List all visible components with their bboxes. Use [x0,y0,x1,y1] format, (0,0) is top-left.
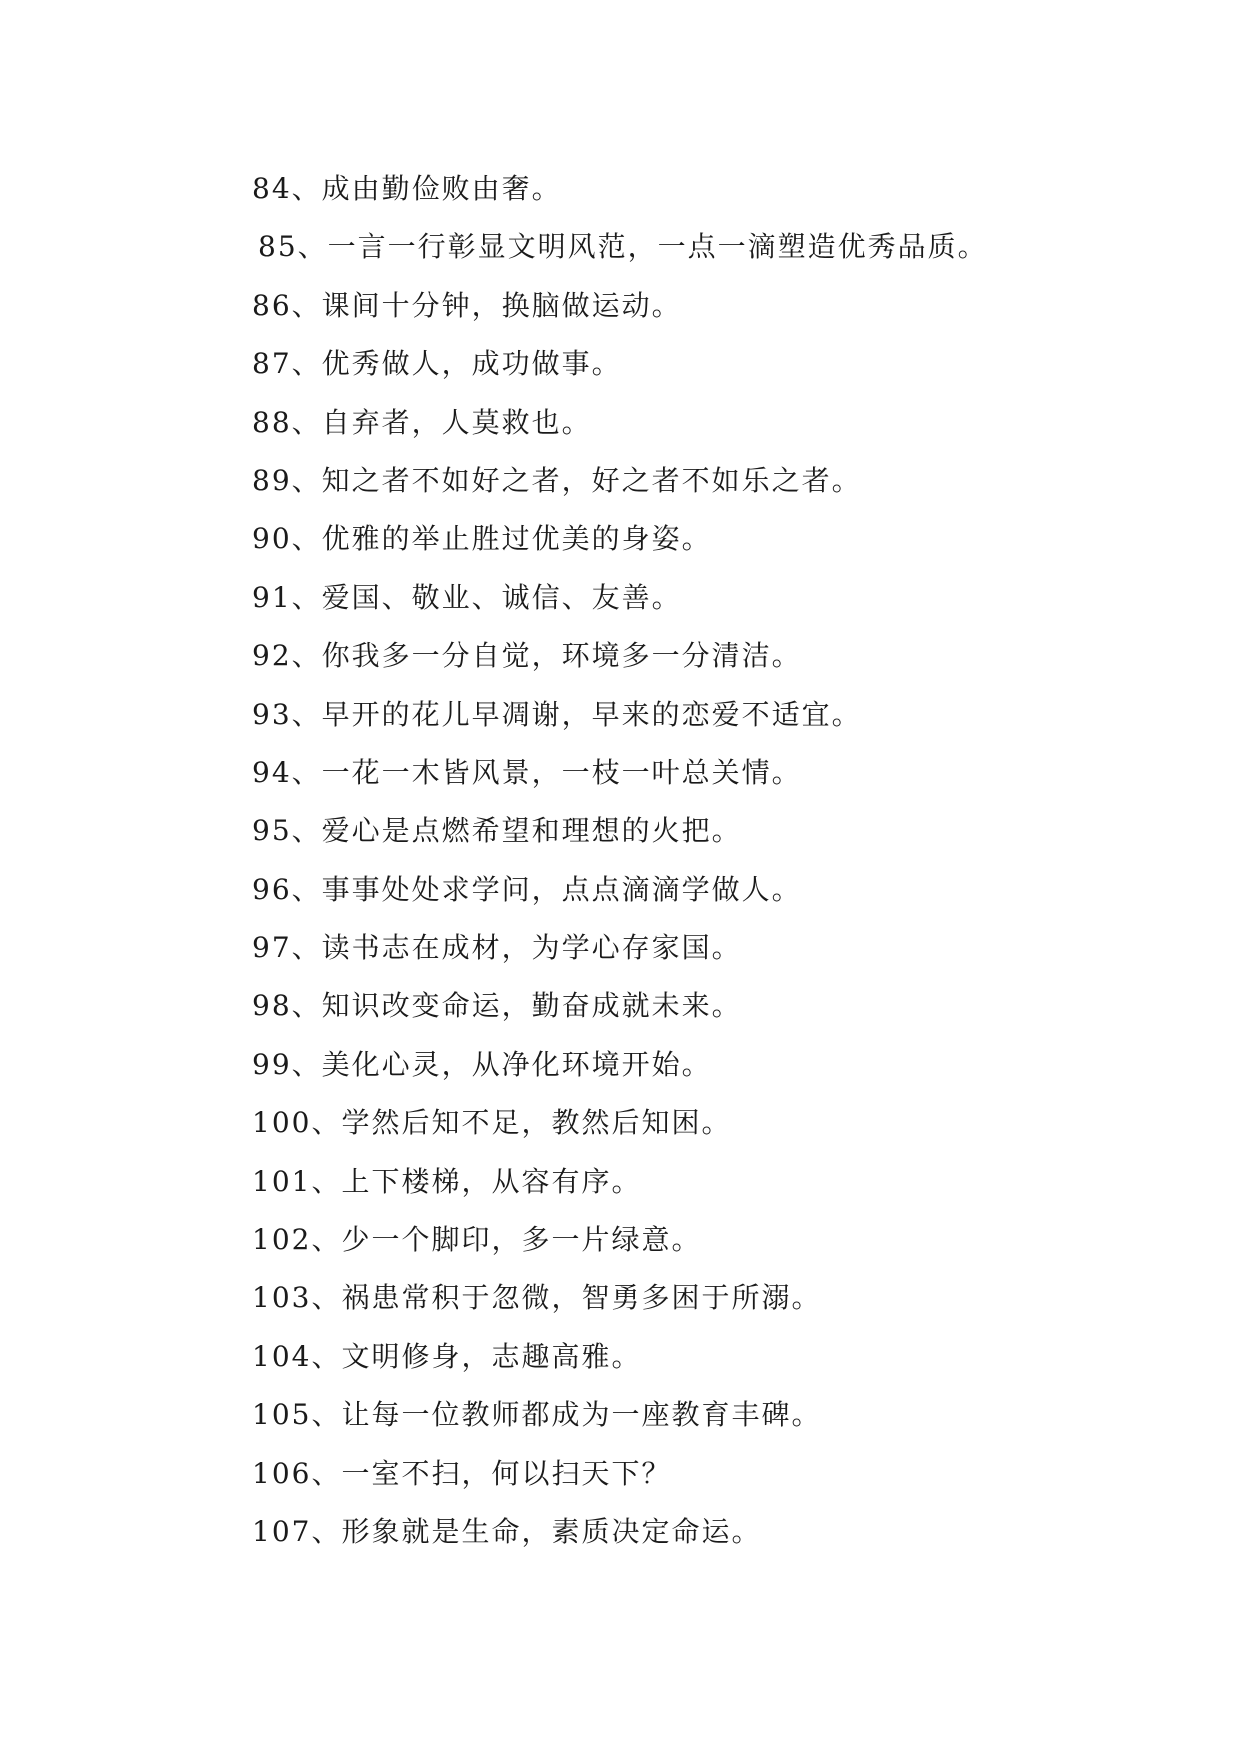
list-item: 84、成由勤俭败由奢。 [252,172,562,205]
list-item: 92、你我多一分自觉，环境多一分清洁。 [252,639,802,673]
list-item: 99、美化心灵，从净化环境开始。 [252,1047,712,1081]
list-item: 97、读书志在成材，为学心存家国。 [252,931,742,965]
list-item: 95、爱心是点燃希望和理想的火把。 [252,814,742,848]
list-item: 88、自弃者，人莫救也。 [252,405,592,439]
list-item: 90、优雅的举止胜过优美的身姿。 [252,522,712,556]
list-item: 87、优秀做人，成功做事。 [252,347,622,381]
list-item: 94、一花一木皆风景，一枝一叶总关情。 [252,755,802,789]
slogan-list [252,160,988,1561]
list-item: 86、课间十分钟，换脑做运动。 [252,288,682,322]
list-item: 104、文明修身，志趣高雅。 [252,1339,642,1373]
list-item: 85、一言一行彰显文明风范，一点一滴塑造优秀品质。 [258,230,988,264]
list-item: 101、上下楼梯，从容有序。 [252,1164,642,1198]
list-item: 98、知识改变命运，勤奋成就未来。 [252,989,742,1023]
list-item: 93、早开的花儿早凋谢，早来的恋爱不适宜。 [252,697,862,731]
list-item: 96、事事处处求学问，点点滴滴学做人。 [252,872,802,906]
list-item: 107、形象就是生命，素质决定命运。 [252,1514,762,1548]
list-item: 100、学然后知不足，教然后知困。 [252,1106,732,1140]
list-item: 105、让每一位教师都成为一座教育丰碑。 [252,1398,822,1432]
list-item: 91、爱国、敬业、诚信、友善。 [252,580,682,614]
list-item: 103、祸患常积于忽微，智勇多困于所溺。 [252,1281,822,1315]
list-item: 106、一室不扫，何以扫天下？ [252,1456,672,1490]
list-item: 89、知之者不如好之者，好之者不如乐之者。 [252,463,862,497]
list-item: 102、少一个脚印，多一片绿意。 [252,1223,702,1257]
